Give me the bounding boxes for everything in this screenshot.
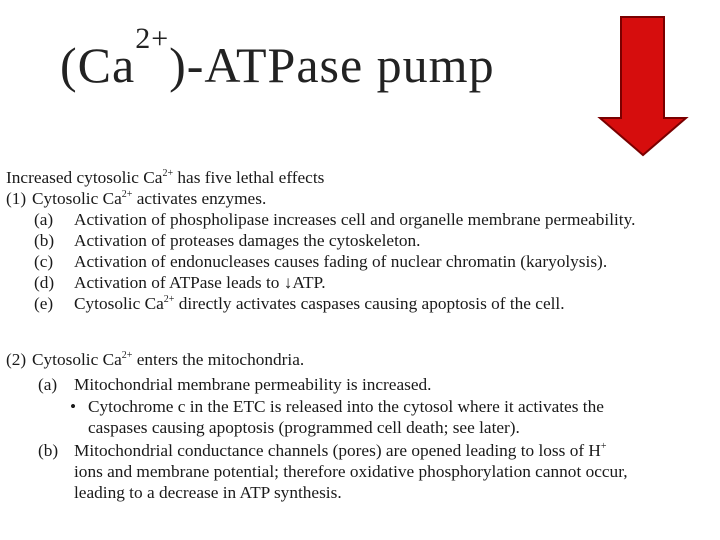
item-a-label: (a) [34, 210, 54, 229]
item-e-superscript: 2+ [163, 294, 175, 306]
item-2b-text-2: ions and membrane potential; therefore oxidative phosphorylation cannot occur, [74, 462, 628, 481]
point-1-item-d [34, 273, 326, 293]
point-1-item-c [34, 252, 607, 272]
arrow-shape [600, 17, 686, 155]
point-1-text: Cytosolic Ca [32, 189, 122, 208]
down-arrow-icon [597, 15, 689, 157]
point-1-text-end: activates enzymes. [132, 189, 267, 208]
item-c-text: Activation of endonucleases causes fading of nuclear chromatin (karyolysis). [74, 252, 608, 271]
intro-line [6, 168, 324, 188]
title-superscript: 2+ [135, 22, 170, 55]
item-c-label: (c) [34, 252, 54, 271]
item-2b-text-1: Mitochondrial conductance channels (pores) are opened leading to loss of H [74, 441, 601, 460]
point-1 [6, 189, 266, 209]
point-2-text-end: enters the mitochondria. [132, 350, 305, 369]
title-prefix: (Ca [60, 37, 136, 93]
item-e-text: Cytosolic Ca [74, 294, 164, 313]
item-e-text-end: directly activates caspases causing apoptosis of the cell. [174, 294, 565, 313]
bullet-line-2 [88, 418, 520, 438]
item-b-label: (b) [34, 231, 55, 250]
item-2b-line-2 [74, 462, 628, 482]
point-2-item-b [38, 441, 607, 461]
item-d-label: (d) [34, 273, 55, 292]
item-b-text: Activation of proteases damages the cytoskeleton. [74, 231, 421, 250]
point-2 [6, 350, 304, 370]
point-1-item-a [34, 210, 635, 230]
item-2b-label: (b) [38, 441, 59, 460]
point-1-superscript: 2+ [121, 189, 133, 201]
bullet-marker: • [70, 397, 77, 416]
intro-text-end: has five lethal effects [173, 168, 325, 187]
point-2-item-a [38, 375, 432, 395]
bullet-text-1: Cytochrome c in the ETC is released into the cytosol where it activates the [88, 397, 604, 416]
page-title [60, 22, 495, 100]
bullet-text-2: caspases causing apoptosis (programmed cell death; see later). [88, 418, 520, 437]
title-suffix: )-ATPase pump [169, 37, 495, 93]
item-2b-superscript: + [600, 441, 607, 453]
point-2-text: Cytosolic Ca [32, 350, 122, 369]
point-1-item-e [34, 294, 565, 314]
intro-superscript: 2+ [162, 168, 174, 180]
point-1-number: (1) [6, 189, 27, 208]
bullet-line-1 [70, 397, 604, 417]
item-e-label: (e) [34, 294, 54, 313]
item-2a-text: Mitochondrial membrane permeability is increased. [74, 375, 432, 394]
point-1-item-b [34, 231, 420, 251]
item-2b-text-3: leading to a decrease in ATP synthesis. [74, 483, 342, 502]
point-2-number: (2) [6, 350, 27, 369]
item-2b-line-3 [74, 483, 342, 503]
item-a-text: Activation of phospholipase increases cell and organelle membrane permeability. [74, 210, 636, 229]
point-2-superscript: 2+ [121, 350, 133, 362]
item-2a-label: (a) [38, 375, 58, 394]
intro-text: Increased cytosolic Ca [6, 168, 163, 187]
item-d-text: Activation of ATPase leads to ↓ATP. [74, 273, 326, 292]
